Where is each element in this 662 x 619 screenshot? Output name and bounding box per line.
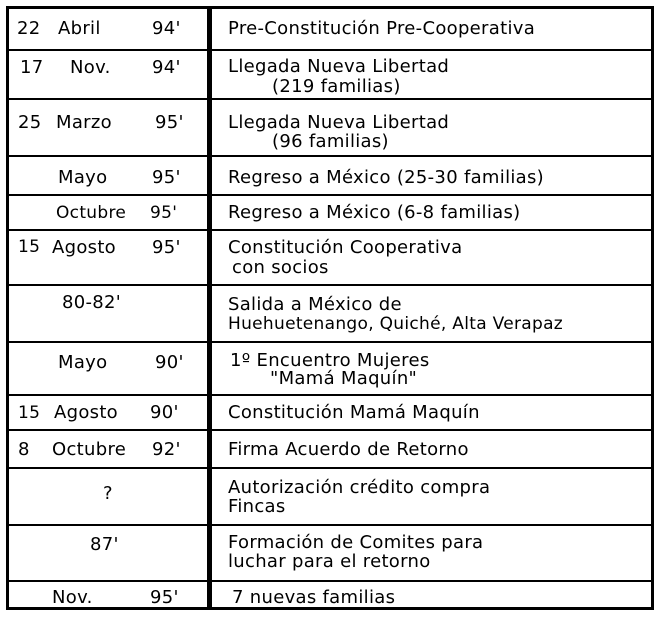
row-divider: [6, 194, 654, 196]
event-line: Pre-Constitución Pre-Cooperativa: [228, 18, 536, 39]
event-line: Huehuetenango, Quiché, Alta Verapaz: [228, 314, 564, 334]
date-month: 87': [90, 534, 119, 555]
event-line: Formación de Comites para: [228, 532, 484, 553]
event-line: Firma Acuerdo de Retorno: [228, 439, 469, 460]
date-year: 94': [152, 57, 181, 78]
date-month: Abril: [58, 18, 101, 39]
row-divider: [6, 229, 654, 231]
row-divider: [6, 341, 654, 343]
event-line: (96 familias): [272, 131, 389, 152]
date-year: 94': [152, 18, 181, 39]
date-month: Octubre: [52, 439, 127, 460]
date-year: 95': [150, 587, 179, 608]
event-line: con socios: [232, 257, 329, 278]
event-line: Regreso a México (25-30 familias): [228, 167, 544, 188]
date-day: 25: [18, 112, 42, 133]
event-line: Autorización crédito compra: [228, 477, 491, 498]
date-year: 92': [152, 439, 181, 460]
event-line: Constitución Cooperativa: [228, 237, 463, 258]
row-divider: [6, 394, 654, 396]
event-line: (219 familias): [272, 76, 401, 97]
column-divider: [207, 6, 212, 610]
date-month: Octubre: [56, 203, 127, 223]
row-divider: [6, 429, 654, 431]
date-month: Agosto: [52, 237, 117, 258]
date-month: Mayo: [58, 352, 108, 373]
date-month: ?: [103, 483, 113, 504]
row-divider: [6, 155, 654, 157]
row-divider: [6, 284, 654, 286]
event-line: Llegada Nueva Libertad: [228, 112, 450, 133]
event-line: Fincas: [228, 496, 286, 517]
date-year: 95': [150, 203, 178, 223]
date-day: 15: [18, 403, 41, 423]
date-month: 80-82': [62, 292, 122, 313]
row-divider: [6, 524, 654, 526]
date-month: Nov.: [70, 57, 111, 78]
date-month: Agosto: [54, 402, 119, 423]
row-divider: [6, 580, 654, 582]
date-year: 95': [152, 167, 181, 188]
event-line: 7 nuevas familias: [232, 587, 396, 608]
row-divider: [6, 49, 654, 51]
event-line: Constitución Mamá Maquín: [228, 402, 480, 423]
event-line: 1º Encuentro Mujeres: [230, 350, 430, 371]
date-day: 22: [17, 18, 41, 39]
date-day: 17: [20, 57, 44, 78]
date-year: 90': [150, 402, 179, 423]
row-divider: [6, 467, 654, 469]
date-day: 8: [18, 439, 30, 460]
date-year: 95': [152, 237, 181, 258]
event-line: luchar para el retorno: [228, 551, 431, 572]
event-line: Llegada Nueva Libertad: [228, 56, 450, 77]
date-day: 15: [18, 237, 41, 257]
date-month: Mayo: [58, 167, 108, 188]
event-line: "Mamá Maquín": [270, 368, 418, 389]
date-year: 90': [155, 352, 184, 373]
date-month: Marzo: [56, 112, 112, 133]
date-year: 95': [155, 112, 184, 133]
event-line: Regreso a México (6-8 familias): [228, 202, 521, 223]
row-divider: [6, 98, 654, 100]
date-month: Nov.: [52, 587, 93, 608]
event-line: Salida a México de: [228, 294, 402, 315]
